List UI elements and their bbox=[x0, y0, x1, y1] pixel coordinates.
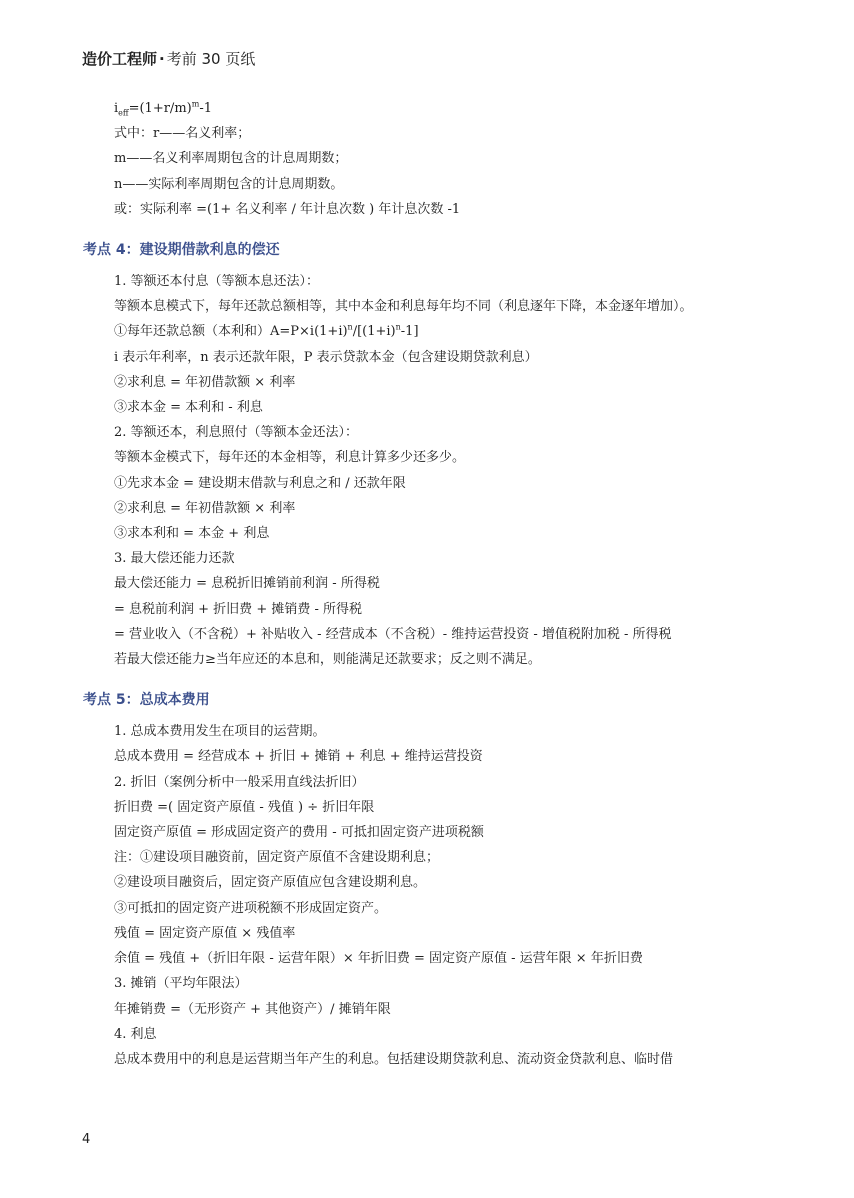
text-line: m——名义利率周期包含的计息周期数； bbox=[114, 151, 348, 167]
text-line: = 营业收入（不含税）+ 补贴收入 - 经营成本（不含税）- 维持运营投资 - 增值税附加税 - 所得税 bbox=[114, 626, 672, 642]
text-line: ②求利息 = 年初借款额 × 利率 bbox=[114, 500, 296, 516]
text-line: n——实际利率周期包含的计息周期数。 bbox=[114, 176, 344, 192]
text-line: = 息税前利润 + 折旧费 + 摊销费 - 所得税 bbox=[114, 601, 362, 617]
text-line: 注：①建设项目融资前，固定资产原值不含建设期利息； bbox=[114, 850, 440, 866]
text-line: 4. 利息 bbox=[114, 1026, 157, 1042]
text-line: 2. 等额还本，利息照付（等额本金还法）： bbox=[114, 425, 359, 441]
formula-effective-rate: $i_{eff}=(1+r/m)^m-1$ bbox=[114, 99, 212, 118]
header-title: 造价工程师 bbox=[82, 50, 158, 68]
text-line: 3. 摊销（平均年限法） bbox=[114, 976, 248, 992]
text-line: 1. 等额还本付息（等额本息还法）： bbox=[114, 274, 320, 290]
text-line: 余值 = 残值 +（折旧年限 - 运营年限）× 年折旧费 = 固定资产原值 - 运营年限 × 年折旧费 bbox=[114, 951, 643, 967]
formula-annuity: ①每年还款总额（本利和）$A=P\times i(1+i)^n/[(1+i)^n-1]$ bbox=[114, 323, 419, 340]
text-line: 残值 = 固定资产原值 × 残值率 bbox=[114, 925, 296, 941]
text-line: 年摊销费 =（无形资产 + 其他资产）/ 摊销年限 bbox=[114, 1001, 391, 1017]
page-number: 4 bbox=[82, 1132, 91, 1147]
text-line: 2. 折旧（案例分析中一般采用直线法折旧） bbox=[114, 774, 365, 790]
text-line: 等额本金模式下，每年还的本金相等，利息计算多少还多少。 bbox=[114, 450, 466, 466]
text-line: 若最大偿还能力≥当年应还的本息和，则能满足还款要求；反之则不满足。 bbox=[114, 652, 541, 668]
text-line: 等额本息模式下，每年还款总额相等，其中本金和利息每年均不同（利息逐年下降，本金逐年增加）。 bbox=[114, 299, 693, 315]
header-separator: · bbox=[159, 50, 165, 68]
page-header bbox=[82, 48, 255, 69]
text-line: 式中：r——名义利率； bbox=[114, 126, 251, 142]
text-line: 固定资产原值 = 形成固定资产的费用 - 可抵扣固定资产进项税额 bbox=[114, 825, 484, 841]
text-line: ②建设项目融资后，固定资产原值应包含建设期利息。 bbox=[114, 875, 427, 891]
text-line: 1. 总成本费用发生在项目的运营期。 bbox=[114, 724, 326, 740]
text-line: 3. 最大偿还能力还款 bbox=[114, 551, 235, 567]
text-line: ①先求本金 = 建设期末借款与利息之和 / 还款年限 bbox=[114, 475, 406, 491]
text-line: 或：实际利率 =(1+ 名义利率 / 年计息次数 ) 年计息次数 -1 bbox=[114, 201, 461, 217]
page-content bbox=[83, 96, 804, 1072]
text-line: ③求本利和 = 本金 + 利息 bbox=[114, 526, 270, 542]
section-4-title: 考点 4：建设期借款利息的偿还 bbox=[83, 242, 280, 259]
text-line: 总成本费用 = 经营成本 + 折旧 + 摊销 + 利息 + 维持运营投资 bbox=[114, 749, 483, 765]
text-line: ③求本金 = 本利和 - 利息 bbox=[114, 400, 263, 416]
section-5-title: 考点 5：总成本费用 bbox=[83, 692, 210, 709]
text-line: i 表示年利率，n 表示还款年限，P 表示贷款本金（包含建设期贷款利息） bbox=[114, 349, 538, 365]
text-line: 折旧费 =( 固定资产原值 - 残值 ) ÷ 折旧年限 bbox=[114, 799, 375, 815]
text-line: ③可抵扣的固定资产进项税额不形成固定资产。 bbox=[114, 900, 388, 916]
text-line: 总成本费用中的利息是运营期当年产生的利息。包括建设期贷款利息、流动资金贷款利息、临时借 bbox=[114, 1051, 674, 1067]
header-subtitle: 考前 30 页纸 bbox=[166, 50, 256, 68]
text-line: ②求利息 = 年初借款额 × 利率 bbox=[114, 374, 296, 390]
text-line: 最大偿还能力 = 息税折旧摊销前利润 - 所得税 bbox=[114, 576, 380, 592]
